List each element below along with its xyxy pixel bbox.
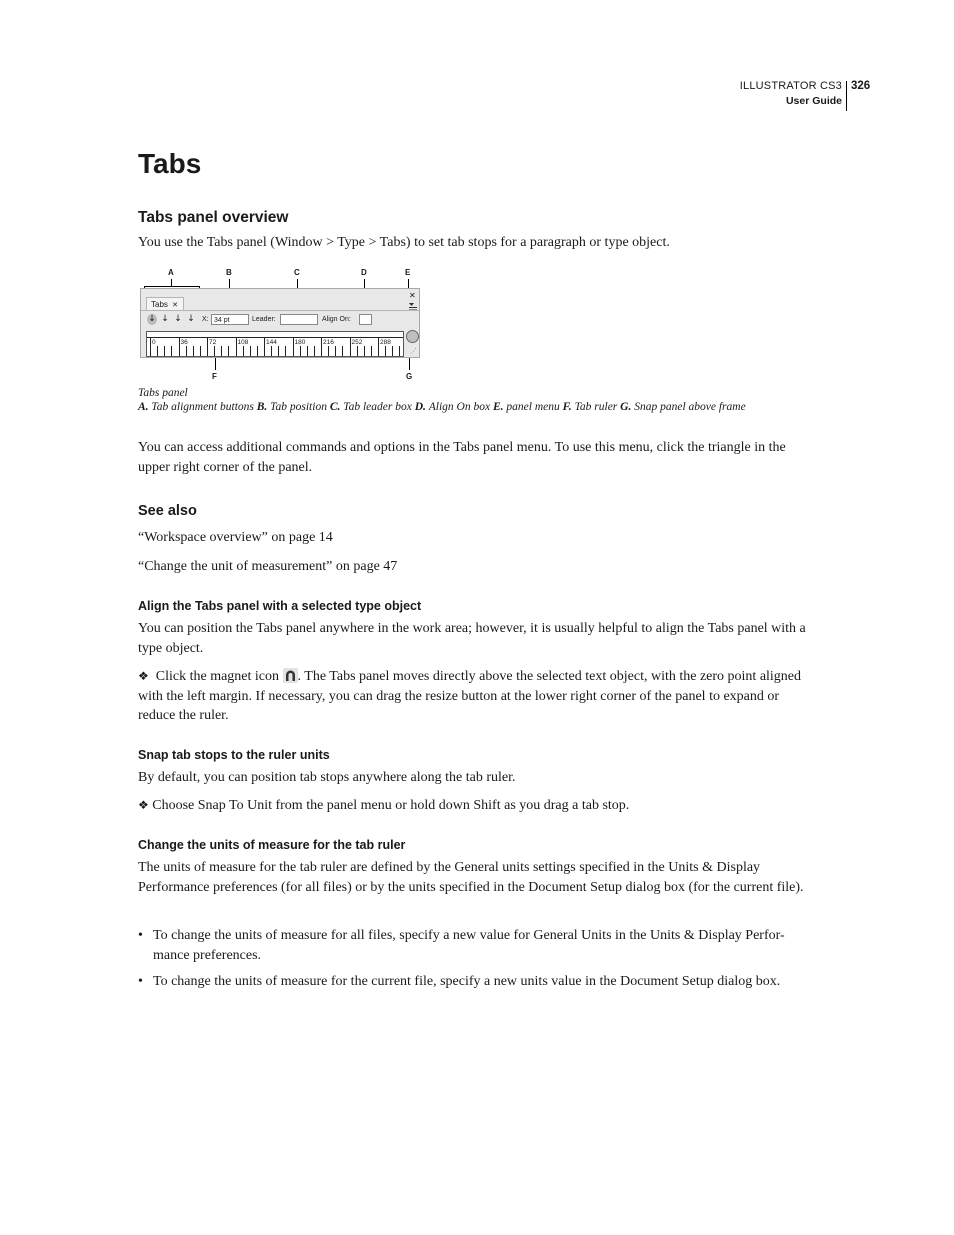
ruler-major-tick [150, 338, 151, 356]
ruler-top-line [147, 337, 403, 338]
right-justified-tab-icon[interactable]: ↓ [174, 314, 182, 324]
see-also-link-workspace[interactable]: “Workspace overview” on page 14 [138, 530, 333, 545]
caption-key: B. [256, 401, 271, 413]
ruler-major-tick [179, 338, 180, 356]
caption-text: panel menu [506, 401, 563, 413]
ruler-number: 288 [380, 339, 391, 346]
ruler-minor-tick [193, 346, 194, 356]
bullet-marker: • [138, 974, 143, 989]
ruler-major-tick [293, 338, 294, 356]
ruler-number: 216 [323, 339, 334, 346]
ruler-minor-tick [200, 346, 201, 356]
ruler-number: 108 [237, 339, 249, 346]
ruler-minor-tick [392, 346, 393, 356]
ruler-minor-tick [371, 346, 372, 356]
page-title: Tabs [138, 148, 202, 179]
caption-text: Tab ruler [574, 401, 621, 413]
ruler-number: 144 [266, 339, 277, 346]
ruler-minor-tick [186, 346, 187, 356]
align-step-before: Click the magnet icon [155, 669, 280, 684]
snap-step [138, 796, 818, 816]
callout-f: F [212, 372, 217, 381]
ruler-major-tick [207, 338, 208, 356]
ruler-major-tick [264, 338, 265, 356]
caption-key: G. [620, 401, 635, 413]
snap-step-text: Choose Snap To Unit from the panel menu or hold down Shift as you drag a tab stop. [152, 798, 630, 813]
product-name: ILLUSTRATOR CS3 [739, 80, 842, 92]
ruler-major-tick [378, 338, 379, 356]
tab-strip-divider [141, 310, 419, 311]
ruler-minor-tick [385, 346, 386, 356]
overview-heading: Tabs panel overview [138, 209, 289, 226]
magnet-icon[interactable] [406, 330, 419, 343]
ruler-minor-tick [171, 346, 172, 356]
ruler-number: 72 [209, 339, 217, 346]
units-bullet-text: To change the units of measure for the current file, specify a new units value in the Document Setup dialog box. [153, 974, 781, 989]
units-heading: Change the units of measure for the tab ruler [138, 838, 406, 852]
figure-caption-items [138, 400, 818, 414]
caption-key: A. [138, 401, 152, 413]
callout-g: G [406, 372, 413, 381]
tab-leader-field[interactable] [280, 314, 318, 325]
snap-text: By default, you can position tab stops anywhere along the tab ruler. [138, 770, 516, 785]
access-text: You can access additional commands and options in the Tabs panel menu. To use this menu, click the triangle in the upper right corner of the panel. [138, 440, 786, 475]
ruler-major-tick [236, 338, 237, 356]
units-text: The units of measure for the tab ruler are defined by the General units settings specified in the Units & Display Performance preferences (for all files) or by the units specified in the Document Setup dialog box (for the current file). [138, 860, 804, 895]
callout-a: A [168, 268, 174, 277]
header-divider [846, 81, 847, 111]
see-also-heading: See also [138, 503, 197, 519]
ruler-number: 180 [294, 339, 306, 346]
left-justified-tab-icon[interactable]: ↓ [148, 314, 156, 324]
ruler-minor-tick [364, 346, 365, 356]
caption-text: Tab position [270, 401, 330, 413]
caption-key: E. [492, 401, 507, 413]
panel-close-icon[interactable]: ✕ [409, 291, 416, 300]
ruler-minor-tick [257, 346, 258, 356]
decimal-justified-tab-icon[interactable]: ↓ [187, 314, 195, 324]
units-bullet-text: To change the units of measure for all files, specify a new value for General Units in the Units & Display Perfor-mance preferences. [153, 928, 785, 963]
align-step [138, 667, 818, 726]
step-marker: ❖ [138, 669, 149, 683]
tab-ruler[interactable] [146, 331, 404, 357]
callout-d: D [361, 268, 367, 277]
close-icon[interactable]: ✕ [172, 302, 179, 309]
snap-heading: Snap tab stops to the ruler units [138, 748, 330, 762]
guide-name: User Guide [785, 95, 842, 107]
ruler-minor-tick [300, 346, 301, 356]
bullet-marker: • [138, 928, 143, 943]
units-bullet-all-files [138, 926, 818, 965]
ruler-minor-tick [342, 346, 343, 356]
ruler-minor-tick [399, 346, 400, 356]
align-heading: Align the Tabs panel with a selected type object [138, 599, 422, 613]
overview-text: You use the Tabs panel (Window > Type > Tabs) to set tab stops for a paragraph or type object. [138, 235, 670, 250]
caption-text: Tab leader box [343, 401, 415, 413]
caption-text: Align On box [428, 401, 493, 413]
leader-label: Leader: [252, 316, 276, 323]
ruler-major-tick [321, 338, 322, 356]
units-bullet-current-file [138, 972, 818, 992]
ruler-minor-tick [314, 346, 315, 356]
ruler-number: 36 [180, 339, 188, 346]
caption-key: D. [414, 401, 429, 413]
ruler-minor-tick [250, 346, 251, 356]
caption-text: Tab alignment buttons [151, 401, 257, 413]
ruler-minor-tick [307, 346, 308, 356]
tab-position-field[interactable]: 34 pt [211, 314, 249, 325]
caption-key: F. [562, 401, 575, 413]
ruler-number: 252 [351, 339, 363, 346]
panel-tab[interactable] [146, 297, 184, 310]
center-justified-tab-icon[interactable]: ↓ [161, 314, 169, 324]
callout-b: B [226, 268, 232, 277]
align-on-field[interactable] [359, 314, 372, 325]
callout-e: E [405, 268, 411, 277]
tabs-panel-figure [138, 266, 428, 384]
ruler-minor-tick [278, 346, 279, 356]
running-header [740, 79, 842, 109]
align-text: You can position the Tabs panel anywhere in the work area; however, it is usually helpful to align the Tabs panel with a type object. [138, 621, 806, 656]
tabs-panel [140, 288, 420, 358]
ruler-number: 0 [152, 339, 156, 346]
callout-c: C [294, 268, 300, 277]
ruler-minor-tick [357, 346, 358, 356]
ruler-major-tick [350, 338, 351, 356]
ruler-minor-tick [271, 346, 272, 356]
see-also-link-units[interactable]: “Change the unit of measurement” on page 47 [138, 559, 398, 574]
ruler-minor-tick [243, 346, 244, 356]
ruler-minor-tick [335, 346, 336, 356]
align-step-after: . The Tabs panel moves directly above the selected text object, with the zero point aligned with the left margin. If necessary, you can drag the resize button at the lower right corner of the panel to expand or reduce the ruler. [138, 669, 802, 723]
page-number: 326 [851, 80, 871, 92]
figure-caption-title: Tabs panel [138, 387, 188, 399]
ruler-minor-tick [228, 346, 229, 356]
ruler-minor-tick [285, 346, 286, 356]
ruler-minor-tick [214, 346, 215, 356]
position-label-icon: X: [202, 316, 209, 323]
ruler-minor-tick [157, 346, 158, 356]
ruler-minor-tick [221, 346, 222, 356]
caption-key: C. [329, 401, 344, 413]
ruler-minor-tick [328, 346, 329, 356]
resize-grip-icon[interactable]: ⋰ [410, 347, 417, 355]
magnet-icon-inline [283, 668, 298, 683]
caption-text: Snap panel above frame [634, 401, 746, 413]
ruler-minor-tick [164, 346, 165, 356]
panel-tab-label: Tabs [151, 300, 168, 309]
align-on-label: Align On: [322, 316, 351, 323]
step-marker: ❖ [138, 798, 149, 812]
